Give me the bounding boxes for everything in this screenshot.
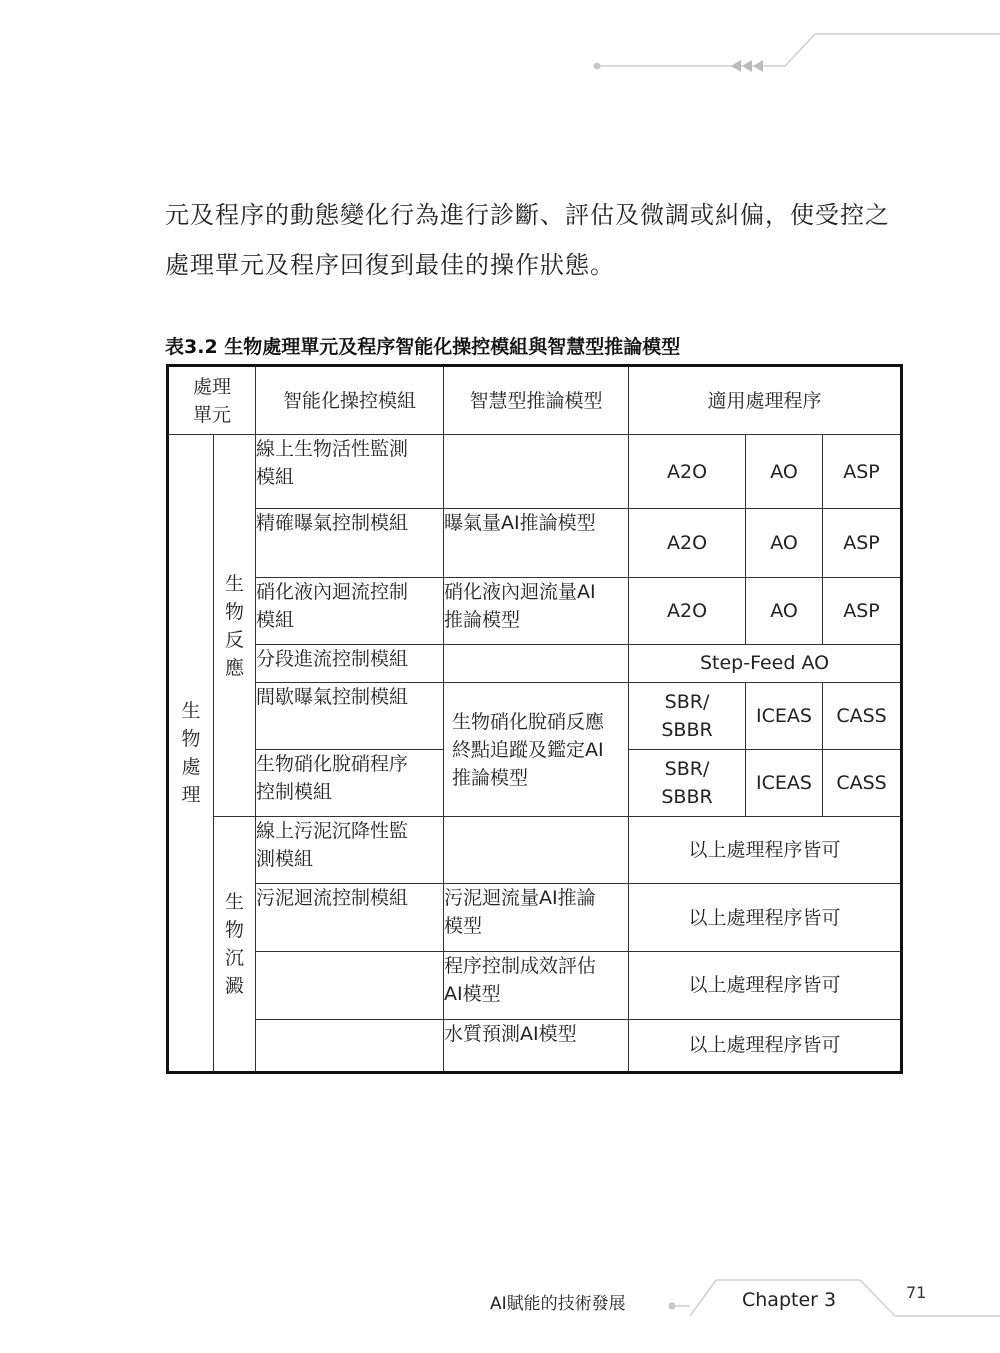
table-row	[168, 884, 902, 951]
group-label-bio-treatment: 生 物 處 理	[168, 435, 214, 1073]
module-cell: 硝化液內迴流控制 模組	[256, 577, 444, 644]
process-cell: SBR/ SBBR	[629, 682, 746, 749]
paragraph-line: 元及程序的動態變化行為進行診斷、評估及微調或糾偏，使受控之	[165, 201, 890, 229]
process-cell: Step-Feed AO	[629, 644, 902, 682]
process-module-table	[166, 364, 903, 1074]
subgroup-label-bio-reaction: 生 物 反 應	[214, 435, 256, 817]
footer-book-title: AI賦能的技術發展	[490, 1294, 626, 1314]
model-cell-empty	[444, 817, 629, 884]
table-row	[168, 509, 902, 577]
process-cell: A2O	[629, 509, 746, 577]
table-row	[168, 644, 902, 682]
header-ornament	[594, 34, 1000, 72]
process-cell: CASS	[823, 750, 902, 817]
process-cell: ASP	[823, 509, 902, 577]
model-cell: 程序控制成效評估 AI模型	[444, 951, 629, 1019]
module-cell: 線上生物活性監測 模組	[256, 435, 444, 509]
process-cell: AO	[746, 577, 823, 644]
table-row	[168, 577, 902, 644]
table-row	[168, 682, 902, 749]
process-cell: SBR/ SBBR	[629, 750, 746, 817]
table-row	[168, 817, 902, 884]
model-cell-shared: 生物硝化脫硝反應 終點追蹤及鑑定AI 推論模型	[444, 682, 629, 816]
body-paragraph	[165, 190, 905, 290]
table-row	[168, 951, 902, 1019]
table-row	[168, 435, 902, 509]
model-cell: 污泥迴流量AI推論 模型	[444, 884, 629, 951]
footer-chapter: Chapter 3	[742, 1289, 837, 1311]
process-cell: 以上處理程序皆可	[629, 817, 902, 884]
table-row	[168, 1019, 902, 1072]
table-header-row	[168, 366, 902, 435]
module-cell: 分段進流控制模組	[256, 644, 444, 682]
module-cell: 線上污泥沉降性監 測模組	[256, 817, 444, 884]
process-cell: CASS	[823, 682, 902, 749]
module-cell: 間歇曝氣控制模組	[256, 682, 444, 749]
module-cell-empty	[256, 1019, 444, 1072]
process-cell: AO	[746, 435, 823, 509]
module-cell: 污泥迴流控制模組	[256, 884, 444, 951]
paragraph-line: 處理單元及程序回復到最佳的操作狀態。	[165, 251, 615, 279]
header-unit: 處理 單元	[168, 366, 256, 435]
process-cell: ICEAS	[746, 750, 823, 817]
module-cell: 生物硝化脫硝程序 控制模組	[256, 750, 444, 817]
header-model: 智慧型推論模型	[444, 366, 629, 435]
process-cell: 以上處理程序皆可	[629, 951, 902, 1019]
process-cell: 以上處理程序皆可	[629, 1019, 902, 1072]
process-cell: ICEAS	[746, 682, 823, 749]
model-cell-empty	[444, 644, 629, 682]
subgroup-label-bio-settling: 生 物 沉 澱	[214, 817, 256, 1073]
process-cell: A2O	[629, 435, 746, 509]
model-cell-empty	[444, 435, 629, 509]
process-cell: AO	[746, 509, 823, 577]
page-number: 71	[906, 1283, 927, 1302]
model-cell: 硝化液內迴流量AI 推論模型	[444, 577, 629, 644]
model-cell: 曝氣量AI推論模型	[444, 509, 629, 577]
header-module: 智能化操控模組	[256, 366, 444, 435]
process-cell: ASP	[823, 577, 902, 644]
module-cell-empty	[256, 951, 444, 1019]
header-process: 適用處理程序	[629, 366, 902, 435]
module-cell: 精確曝氣控制模組	[256, 509, 444, 577]
process-cell: A2O	[629, 577, 746, 644]
model-cell: 水質預測AI模型	[444, 1019, 629, 1072]
table-caption: 表3.2 生物處理單元及程序智能化操控模組與智慧型推論模型	[165, 336, 681, 358]
process-cell: ASP	[823, 435, 902, 509]
process-cell: 以上處理程序皆可	[629, 884, 902, 951]
